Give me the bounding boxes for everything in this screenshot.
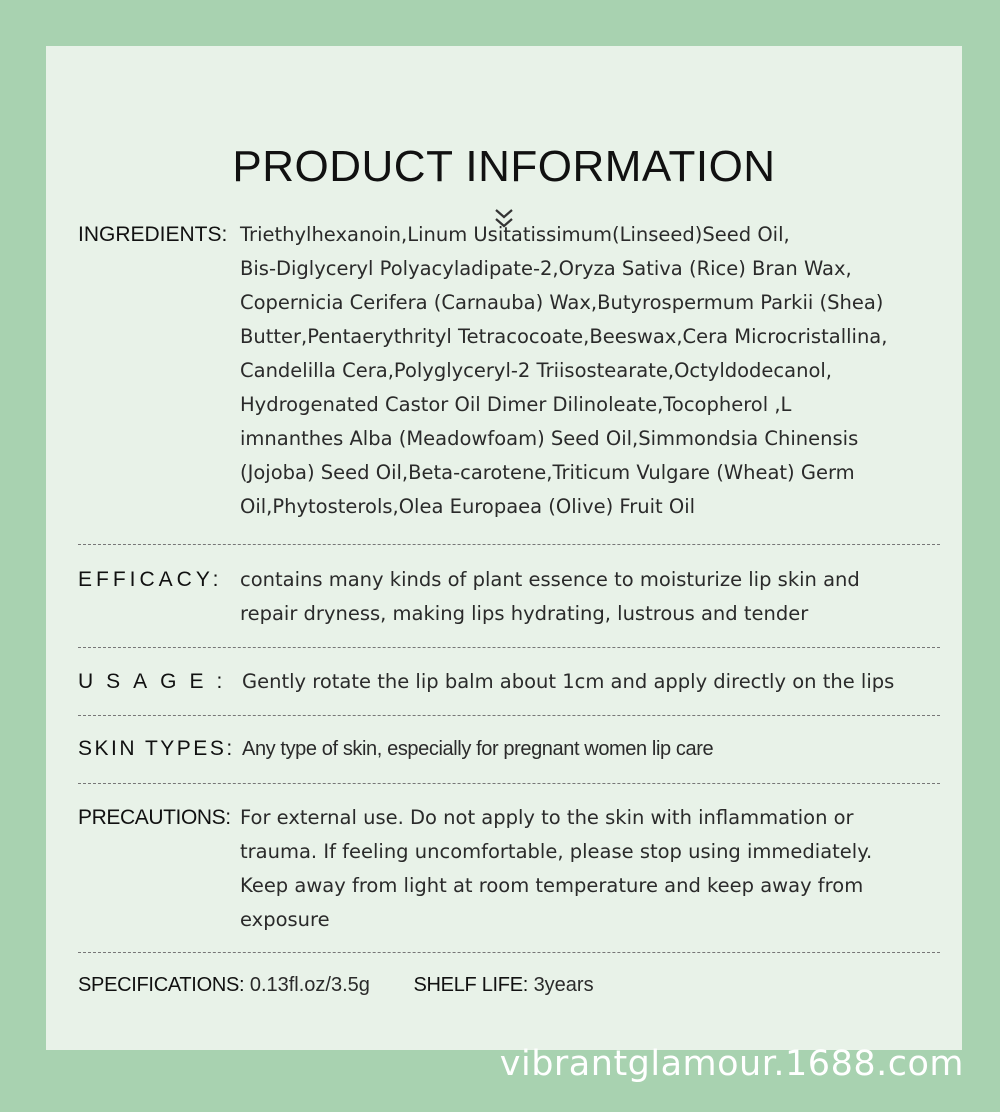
skin-types-text: Any type of skin, especially for pregnant women lip care — [242, 738, 714, 760]
precautions-text: For external use. Do not apply to the skin with inflammation or trauma. If feeling uncomfortable, please stop using immediately. Keep away from light at room temperature and keep away from exposure — [240, 806, 873, 931]
divider — [78, 715, 940, 716]
shelf-life-value: 3years — [533, 974, 594, 996]
efficacy-text: contains many kinds of plant essence to moisturize lip skin and repair dryness, making lips hydrating, lustrous and tender — [240, 568, 860, 625]
divider — [78, 952, 940, 953]
usage-text: Gently rotate the lip balm about 1cm and apply directly on the lips — [242, 670, 895, 693]
divider — [78, 544, 940, 545]
specifications-label: SPECIFICATIONS: — [78, 974, 245, 996]
ingredients-text: Triethylhexanoin,Linum Usitatissimum(Linseed)Seed Oil, Bis-Diglyceryl Polyacyladipate-2,Oryza Sativa (Rice) Bran Wax, Copernicia Cerifera (Carnauba) Wax,Butyrospermum Parkii (Shea) Butter,Pentaerythrityl Tetracocoate,Beeswax,Cera Microcristallina, Candelilla Cera,Polyglyceryl-2 Triisostearate,Octyldodecanol, Hydrogenated Castor Oil Dimer Dilinoleate,Tocopherol ,L imnanthes Alba (Meadowfoam) Seed Oil,Simmondsia Chinensis (Jojoba) Seed Oil,Beta-carotene,Triticum Vulgare (Wheat) Germ Oil,Phytosterols,Olea Europaea (Olive) Fruit Oil — [240, 223, 888, 518]
page-title: PRODUCT INFORMATION — [232, 142, 776, 191]
divider — [78, 783, 940, 784]
divider — [78, 647, 940, 648]
precautions-label: PRECAUTIONS: — [78, 806, 231, 829]
watermark: vibrantglamour.1688.com — [499, 1044, 964, 1084]
ingredients-label: INGREDIENTS: — [78, 223, 228, 246]
shelf-life-label: SHELF LIFE: — [413, 974, 528, 996]
skin-types-label: SKIN TYPES: — [78, 737, 235, 760]
specs-row — [78, 974, 632, 997]
specifications-value: 0.13fl.oz/3.5g — [249, 974, 370, 996]
efficacy-label: EFFICACY: — [78, 568, 223, 591]
product-info-card — [46, 46, 962, 1050]
usage-label: USAGE: — [78, 670, 236, 693]
